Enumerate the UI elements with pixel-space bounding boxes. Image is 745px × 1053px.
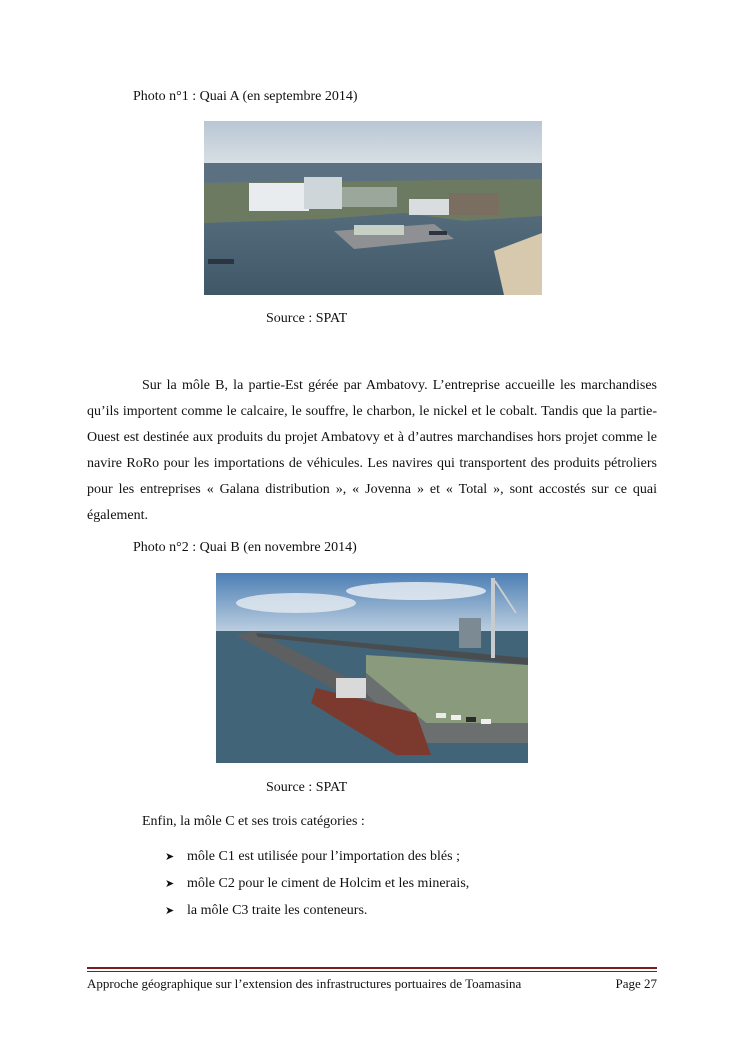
mole-c-intro: Enfin, la môle C et ses trois catégories : xyxy=(142,814,365,829)
body-paragraph-mole-b: Sur la môle B, la partie-Est gérée par Ambatovy. L’entreprise accueille les marchandises qu’ils importent comme le calcaire, le souffre, le charbon, le nickel et le cobalt. Tandis que la partie-Ouest est destinée aux produits du projet Ambatovy et à d’autres marchandises hors projet comme le navire RoRo pour les importations de véhicules. Les navires qui transportent des produits pétroliers pour les entreprises « Galana distribution », « Jovenna » et « Total », sont accostés sur ce quai également. xyxy=(87,378,657,523)
list-item: ➤ môle C2 pour le ciment de Holcim et les minerais, xyxy=(165,874,469,901)
photo2-caption: Photo n°2 : Quai B (en novembre 2014) xyxy=(133,540,357,555)
photo1-caption: Photo n°1 : Quai A (en septembre 2014) xyxy=(133,89,358,104)
page-footer xyxy=(87,976,657,992)
page-number: Page 27 xyxy=(615,976,657,991)
list-item: ➤ la môle C3 traite les conteneurs. xyxy=(165,901,469,928)
photo-quai-b xyxy=(216,573,528,763)
arrowhead-bullet-icon: ➤ xyxy=(165,905,175,917)
footer-title: Approche géographique sur l’extension des infrastructures portuaires de Toamasina xyxy=(87,976,522,991)
photo1-source: Source : SPAT xyxy=(266,311,348,326)
footer-rule-thin xyxy=(87,971,657,972)
footer-rule-thick xyxy=(87,967,657,969)
arrowhead-bullet-icon: ➤ xyxy=(165,851,175,863)
photo-quai-a xyxy=(204,121,542,295)
photo2-source: Source : SPAT xyxy=(266,780,348,795)
list-item: ➤ môle C1 est utilisée pour l’importation des blés ; xyxy=(165,847,469,874)
arrowhead-bullet-icon: ➤ xyxy=(165,878,175,890)
mole-c-list xyxy=(165,847,469,928)
